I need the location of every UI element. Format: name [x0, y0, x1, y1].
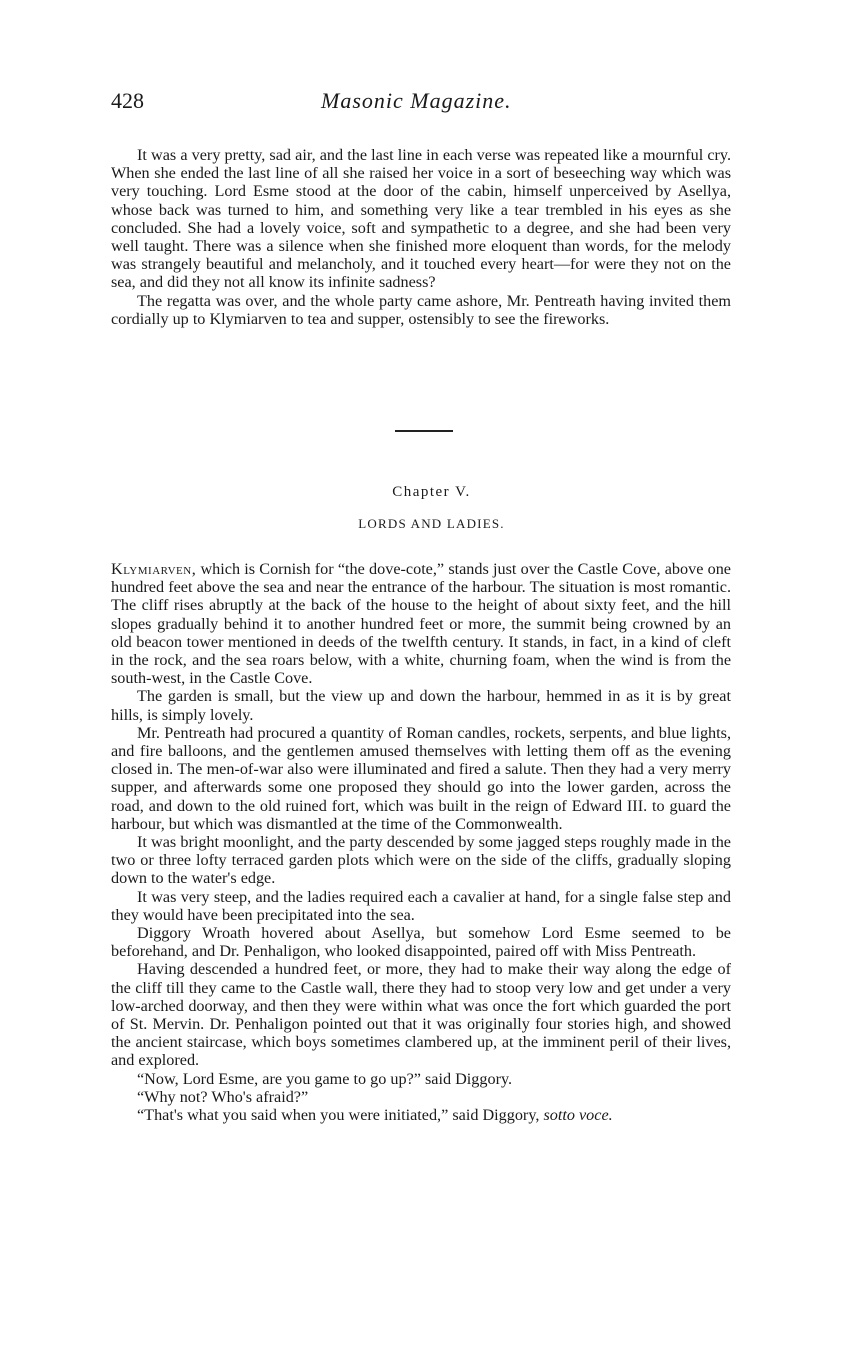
paragraph: The garden is small, but the view up and down the harbour, hemmed in as it is by great hills, is simply lovely. — [111, 687, 731, 724]
dialogue-line: “Why not? Who's afraid?” — [137, 1087, 309, 1106]
paragraph: It was a very pretty, sad air, and the last line in each verse was repeated like a mournful cry. When she ended the last line of all she raised her voice in a sort of beseeching way which was very touching. Lord Esme stood at the door of the cabin, himself unperceived by Asellya, whose back was turned to him, and something very like a tear trembled in his eyes as she concluded. She had a lovely voice, soft and sympathetic to a degree, and she had been very well taught. There was a silence when she finished more eloquent than words, for the melody was strangely beautiful and melancholy, and it touched every heart—for were they not on the sea, and did they not all know its infinite sadness? — [111, 146, 731, 292]
section-divider — [395, 430, 453, 432]
page-number: 428 — [111, 88, 144, 113]
paragraph: It was very steep, and the ladies required each a cavalier at hand, for a single false step and they would have been precipitated into the sea. — [111, 887, 731, 924]
chapter-title: Chapter V. — [392, 484, 471, 500]
chapter-subtitle: LORDS AND LADIES. — [358, 516, 505, 531]
section-two — [111, 560, 731, 1124]
paragraph — [111, 560, 731, 687]
running-title: Masonic Magazine. — [321, 88, 512, 113]
paragraph: Diggory Wroath hovered about Asellya, but somehow Lord Esme seemed to be beforehand, and Dr. Penhaligon, who looked disappointed, paired off with Miss Pentreath. — [111, 924, 731, 961]
lead-word: Klymiarven, — [111, 560, 197, 578]
paragraph: The regatta was over, and the whole party came ashore, Mr. Pentreath having invited them cordially up to Klymiarven to tea and supper, ostensibly to see the fireworks. — [111, 291, 731, 328]
dialogue-line — [111, 1106, 731, 1124]
section-one — [111, 146, 731, 328]
paragraph: Having descended a hundred feet, or more, they had to make their way along the edge of the cliff till they came to the Castle wall, there they had to stoop very low and get under a very low-arched doorway, and then they were within what was once the fort which guarded the port of St. Mervin. Dr. Penhaligon pointed out that it was originally four stories high, and showed the ancient staircase, which boys sometimes clambered up, at the imminent peril of their lives, and explored. — [111, 960, 731, 1070]
page-header — [111, 88, 731, 128]
dialogue-line: “Now, Lord Esme, are you game to go up?” said Diggory. — [137, 1069, 513, 1088]
italic-phrase: sotto voce. — [543, 1106, 613, 1125]
paragraph: It was bright moonlight, and the party descended by some jagged steps roughly made in the two or three lofty terraced garden plots which were on the side of the cliffs, gradually sloping down to the water's edge. — [111, 833, 731, 888]
paragraph: Mr. Pentreath had procured a quantity of Roman candles, rockets, serpents, and blue lights, and fire balloons, and the gentlemen amused themselves with letting them off as the evening closed in. The men-of-war also were illuminated and fired a salute. Then they had a very merry supper, and afterwards some one proposed they should go into the lower garden, across the road, and down to the old ruined fort, which was built in the reign of Edward III. to guard the harbour, but which was dismantled at the time of the Commonwealth. — [111, 723, 731, 833]
dialogue-text: “That's what you said when you were initiated,” said Diggory, — [137, 1106, 544, 1125]
paragraph-text: which is Cornish for “the dove-cote,” stands just over the Castle Cove, above one hundred feet above the sea and near the entrance of the harbour. The situation is most romantic. The cliff rises abruptly at the back of the house to the height of about sixty feet, and the hill slopes gradually behind it to another hundred feet or more, the summit being crowned by an old beacon tower mentioned in deeds of the twelfth century. It stands, in fact, in a kind of cleft in the rock, and the sea roars below, with a white, churning foam, when the wind is from the south-west, in the Castle Cove. — [111, 560, 731, 688]
